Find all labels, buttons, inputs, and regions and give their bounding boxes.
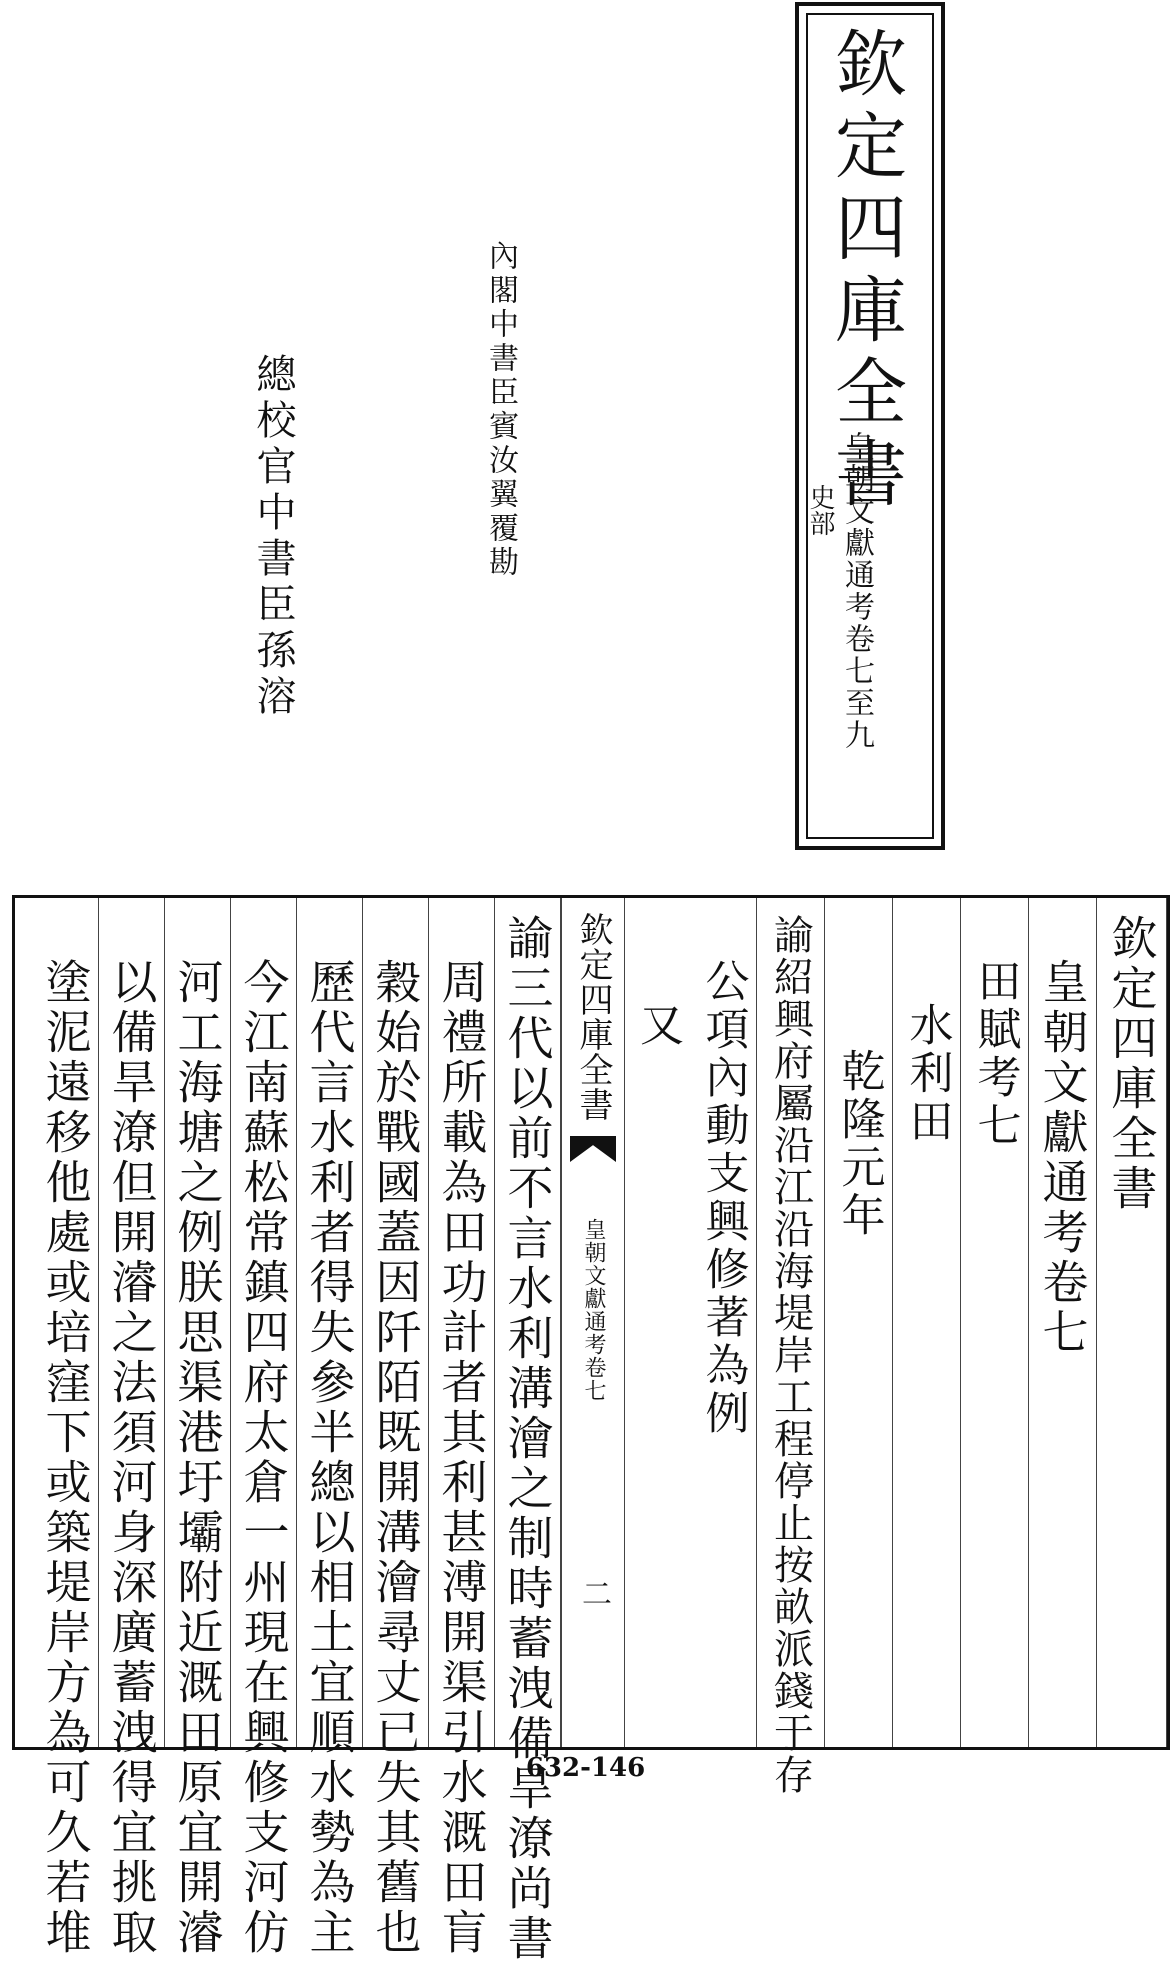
column-text: 又 [632,1002,683,1050]
column-text: 歷代言水利者得失參半總以相土宜順水勢為主 [302,958,357,1958]
text-column [961,898,1029,1747]
fold-title: 欽定四庫全書 [573,912,613,1122]
text-column [495,898,561,1964]
label-volume: 皇朝文獻通考卷七至九 [839,431,874,751]
text-column [231,898,297,1958]
fishtail-mark [570,1136,616,1162]
label-title: 欽定四庫全書 [823,26,907,518]
text-column [429,898,495,1958]
column-text: 河工海塘之例朕思渠港圩壩附近溉田原宜開濬 [170,958,225,1958]
column-text: 諭紹興府屬沿江沿海堤岸工程停止按畝派錢于存 [767,914,814,1796]
column-text: 塗泥遠移他處或培窪下或築堤岸方為可久若堆 [38,958,93,1958]
column-text: 水利田 [901,1002,953,1146]
text-column [297,898,363,1958]
column-text: 乾隆元年 [833,1048,885,1240]
center-fold [561,898,625,1747]
column-text: 穀始於戰國蓋因阡陌既開溝澮尋丈已失其舊也 [368,958,423,1958]
text-column [99,898,165,1958]
label-category: 史部 [805,484,835,536]
page-number: 632-146 [525,1753,646,1783]
text-column [165,898,231,1958]
credit-collator: 內閣中書臣賓汝翼覆勘 [483,240,518,580]
column-text: 今江南蘇松常鎮四府太倉一州現在興修支河仿 [236,958,291,1958]
credit-chief: 總校官中書臣孫溶 [250,353,296,721]
column-text: 欽定四庫全書 [1104,914,1159,1214]
column-text: 田賦考七 [969,958,1021,1150]
fold-book-title: 皇朝文獻通考卷七 [581,1218,606,1402]
column-text: 諭三代以前不言水利溝澮之制時蓄洩備旱潦尚書 [500,914,555,1964]
text-column [625,898,689,1747]
text-column [893,898,961,1747]
column-text: 皇朝文獻通考卷七 [1035,958,1090,1358]
column-text: 以備旱潦但開濬之法須河身深廣蓄洩得宜挑取 [104,958,159,1958]
column-text: 周禮所載為田功計者其利甚溥開渠引水溉田肓 [434,958,489,1958]
text-column [689,898,757,1747]
column-text: 公項內動支興修著為例 [697,958,749,1438]
text-column [1029,898,1097,1747]
text-column [363,898,429,1958]
text-column [33,898,99,1958]
text-column [757,898,825,1796]
text-column [825,898,893,1747]
fold-page-mark: 二 [576,1578,611,1608]
title-label [795,2,945,850]
text-column [1097,898,1167,1747]
